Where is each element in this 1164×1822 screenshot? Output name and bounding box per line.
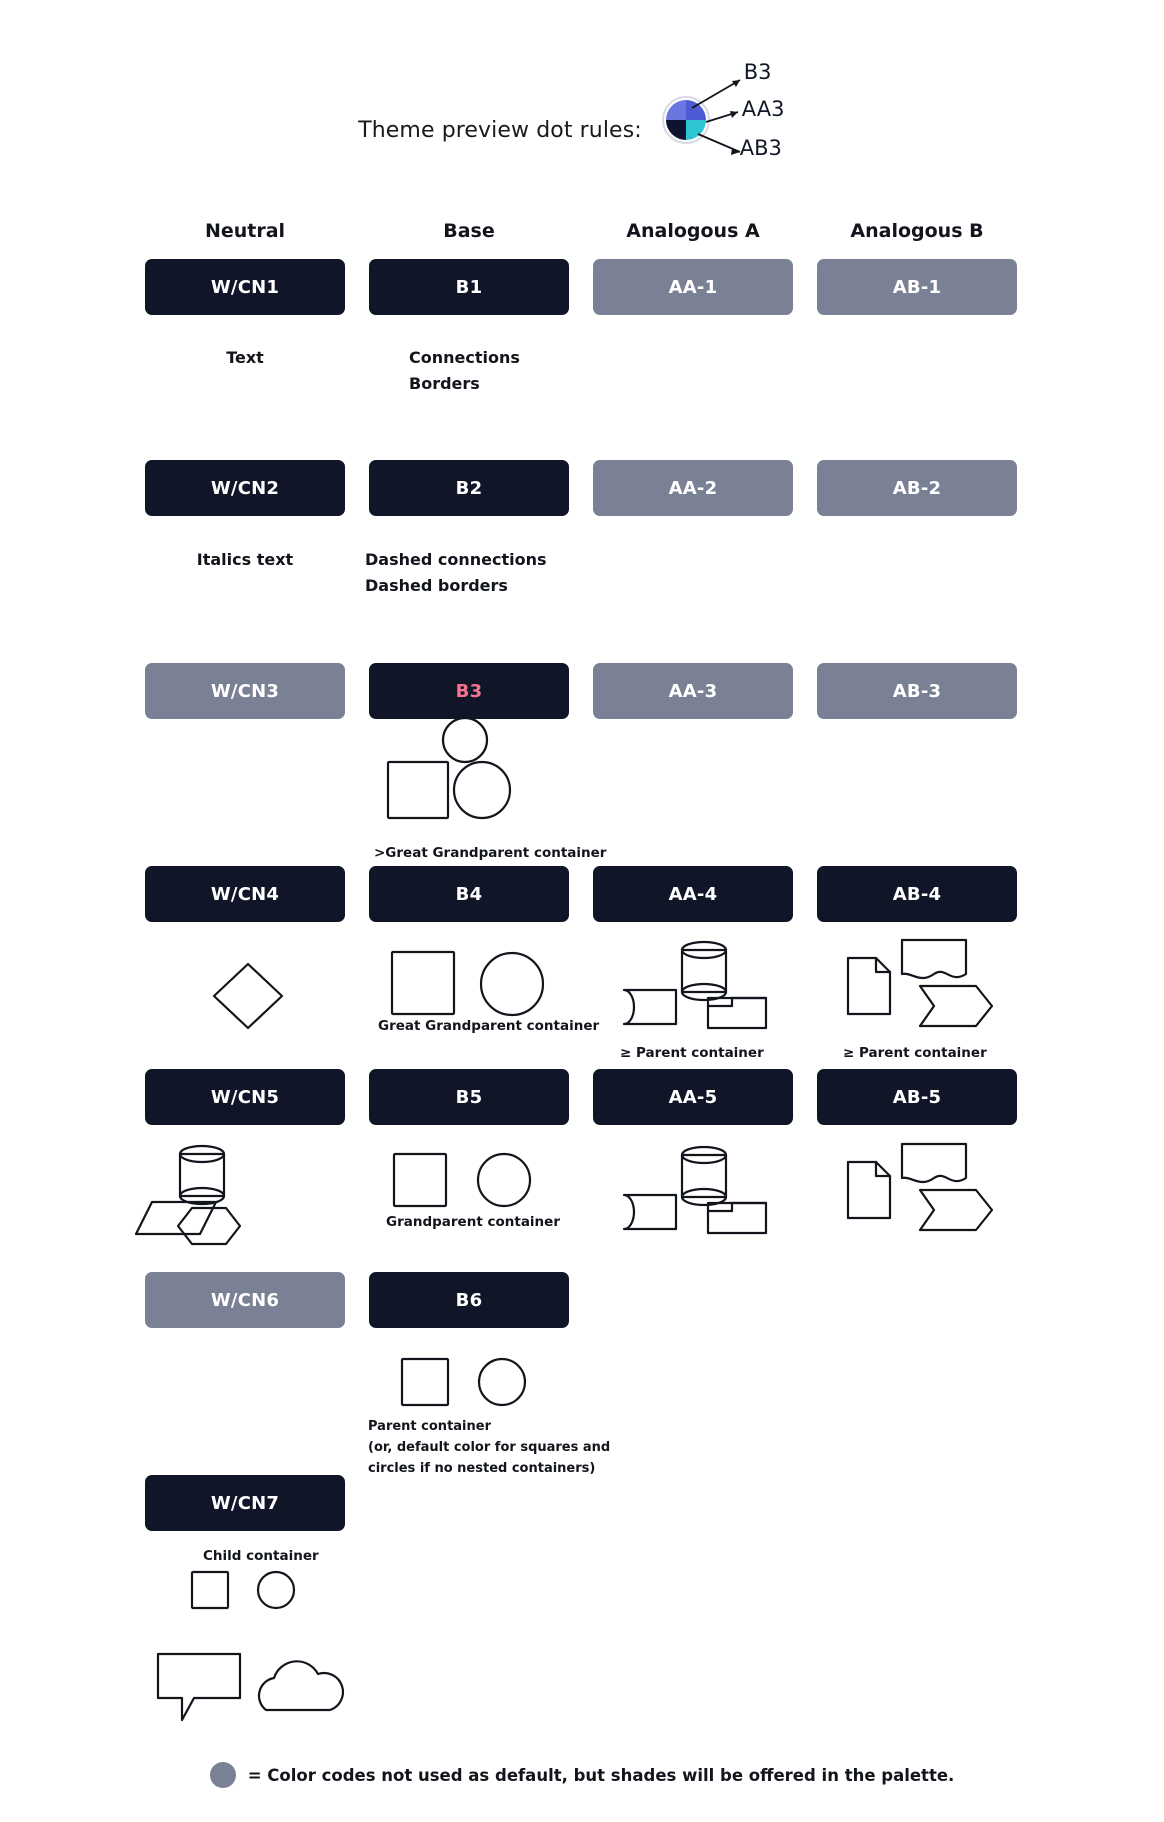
swatch-label: B3	[455, 680, 483, 702]
shape-group-b3	[380, 718, 560, 828]
callout-aa3: AA3	[741, 97, 785, 121]
swatch-ab-3[interactable]	[817, 663, 1017, 719]
swatch-label: AB-5	[892, 1086, 942, 1108]
swatch-wcn4[interactable]	[145, 866, 345, 922]
caption-neutral-text: Text	[226, 348, 264, 367]
swatch-b2[interactable]	[369, 460, 569, 516]
caption-b6-line3: circles if no nested containers)	[368, 1461, 596, 1476]
caption-b6-line1: Parent container	[368, 1419, 491, 1434]
shape-group-wcn7	[190, 1568, 310, 1616]
swatch-b3[interactable]	[369, 663, 569, 719]
swatch-label: AB-3	[892, 680, 942, 702]
swatch-b5[interactable]	[369, 1069, 569, 1125]
caption-b6-line2: (or, default color for squares and	[368, 1440, 611, 1455]
caption-b4-shapes: Great Grandparent container	[378, 1018, 600, 1034]
column-header-analogous-b: Analogous B	[850, 220, 984, 242]
swatch-wcn1[interactable]	[145, 259, 345, 315]
shape-group-wcn5	[130, 1148, 320, 1248]
swatch-label: B4	[455, 883, 483, 905]
callout-b3: B3	[743, 60, 772, 84]
swatch-b6[interactable]	[369, 1272, 569, 1328]
swatch-b4[interactable]	[369, 866, 569, 922]
swatch-aa-4[interactable]	[593, 866, 793, 922]
caption-aa4-shapes: ≥ Parent container	[620, 1045, 764, 1061]
swatch-label: W/CN4	[210, 883, 280, 905]
caption-ab4-shapes: ≥ Parent container	[843, 1045, 987, 1061]
theme-preview-label: Theme preview dot rules:	[358, 117, 642, 143]
swatch-label: W/CN6	[210, 1289, 280, 1311]
shape-group-b4	[390, 948, 570, 1024]
shape-group-aa5	[620, 1145, 810, 1235]
swatch-label: B2	[455, 477, 483, 499]
shape-group-aa4	[620, 940, 810, 1030]
swatch-label: W/CN1	[210, 276, 280, 298]
swatch-label: AB-1	[892, 276, 942, 298]
shape-group-callout-cloud	[150, 1648, 370, 1738]
swatch-wcn6[interactable]	[145, 1272, 345, 1328]
swatch-label: W/CN5	[210, 1086, 280, 1108]
swatch-label: B1	[455, 276, 483, 298]
swatch-aa-2[interactable]	[593, 460, 793, 516]
swatch-label: AA-4	[668, 883, 718, 905]
caption-base-dashed-connections: Dashed connections	[365, 550, 547, 569]
swatch-label: AA-3	[668, 680, 718, 702]
swatch-label: B5	[455, 1086, 483, 1108]
swatch-label: W/CN3	[210, 680, 280, 702]
caption-b3-shapes: >Great Grandparent container	[374, 845, 607, 861]
swatch-label: B6	[455, 1289, 483, 1311]
legend-dot-icon	[210, 1762, 236, 1788]
swatch-ab-1[interactable]	[817, 259, 1017, 315]
swatch-wcn5[interactable]	[145, 1069, 345, 1125]
swatch-label: W/CN7	[210, 1492, 280, 1514]
footnote-text: = Color codes not used as default, but shades will be offered in the palette.	[247, 1765, 955, 1785]
caption-wcn7-child: Child container	[203, 1548, 319, 1564]
shape-group-ab4	[840, 936, 1030, 1032]
swatch-wcn3[interactable]	[145, 663, 345, 719]
shape-group-wcn4	[210, 960, 290, 1032]
callout-ab3: AB3	[739, 136, 782, 160]
caption-neutral-italics: Italics text	[196, 550, 294, 569]
footnote	[0, 1762, 1164, 1788]
swatch-label: AA-5	[668, 1086, 718, 1108]
swatch-label: AA-1	[668, 276, 718, 298]
shape-group-b6	[400, 1355, 550, 1411]
swatch-aa-1[interactable]	[593, 259, 793, 315]
swatch-label: W/CN2	[210, 477, 280, 499]
swatch-wcn2[interactable]	[145, 460, 345, 516]
theme-preview-dot-diagram	[656, 60, 806, 190]
swatch-label: AB-4	[892, 883, 942, 905]
theme-preview-header	[0, 60, 1164, 190]
column-header-analogous-a: Analogous A	[626, 220, 760, 242]
swatch-label: AA-2	[668, 477, 718, 499]
caption-b5-shapes: Grandparent container	[386, 1214, 560, 1230]
swatch-ab-4[interactable]	[817, 866, 1017, 922]
swatch-aa-5[interactable]	[593, 1069, 793, 1125]
column-header-base: Base	[443, 220, 495, 242]
swatch-aa-3[interactable]	[593, 663, 793, 719]
caption-base-borders: Borders	[409, 374, 480, 393]
shape-group-b5	[392, 1150, 562, 1216]
swatch-label: AB-2	[892, 477, 942, 499]
column-header-neutral: Neutral	[204, 220, 286, 242]
caption-base-connections: Connections	[409, 348, 520, 367]
swatch-ab-5[interactable]	[817, 1069, 1017, 1125]
swatch-ab-2[interactable]	[817, 460, 1017, 516]
swatch-b1[interactable]	[369, 259, 569, 315]
swatch-wcn7[interactable]	[145, 1475, 345, 1531]
shape-group-ab5	[840, 1140, 1030, 1236]
caption-base-dashed-borders: Dashed borders	[365, 576, 508, 595]
